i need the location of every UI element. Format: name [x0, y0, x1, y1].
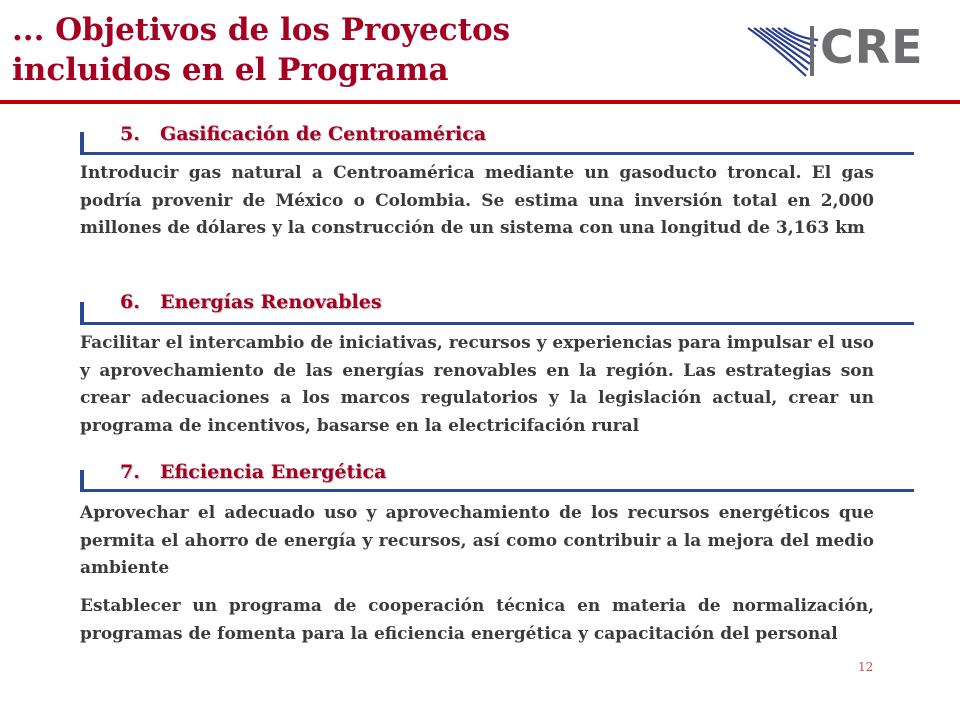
section-divider [80, 152, 914, 155]
section-number: 6. [120, 291, 140, 313]
slide-title-line-1: ... Objetivos de los Proyectos [12, 12, 511, 48]
section-divider-tick [80, 302, 84, 324]
section-heading-gasificacion [120, 122, 486, 146]
slide-title-line-2: incluidos en el Programa [12, 52, 449, 88]
cre-logo-text: CRE [820, 20, 924, 74]
section-paragraph: Aprovechar el adecuado uso y aprovechamiento de los recursos energéticos que permita el ahorro de energía y recursos, así como contribuir a la mejora del medio ambiente [80, 503, 874, 578]
section-heading-eficiencia-energetica [120, 460, 386, 484]
section-number: 7. [120, 461, 140, 483]
section-paragraph: Facilitar el intercambio de iniciativas, recursos y experiencias para impulsar el uso y aprovechamiento de las energías renovables en la región. Las estrategias son crear adecuaciones a los marcos regulatorios y la legislación actual, crear un programa de incentivos, basarse en la electricifación rural [80, 333, 874, 436]
page-number: 12 [858, 660, 874, 674]
section-paragraph: Establecer un programa de cooperación técnica en materia de normalización, programas de fomenta para la eficiencia energética y capacitación del personal [80, 596, 874, 644]
section-heading-text: Energías Renovables [160, 291, 382, 313]
section-divider [80, 489, 914, 492]
title-divider [0, 100, 960, 104]
section-heading-text: Gasificación de Centroamérica [160, 123, 487, 145]
section-number: 5. [120, 123, 140, 145]
section-heading-energias-renovables [120, 290, 382, 314]
section-paragraph: Introducir gas natural a Centroamérica mediante un gasoducto troncal. El gas podría provenir de México o Colombia. Se estima una inversión total en 2,000 millones de dólares y la construcción de un sistema con una longitud de 3,163 km [80, 163, 874, 238]
slide-title [12, 10, 510, 90]
section-divider-tick [80, 132, 84, 154]
section-heading-text: Eficiencia Energética [160, 461, 387, 483]
section-divider [80, 322, 914, 325]
